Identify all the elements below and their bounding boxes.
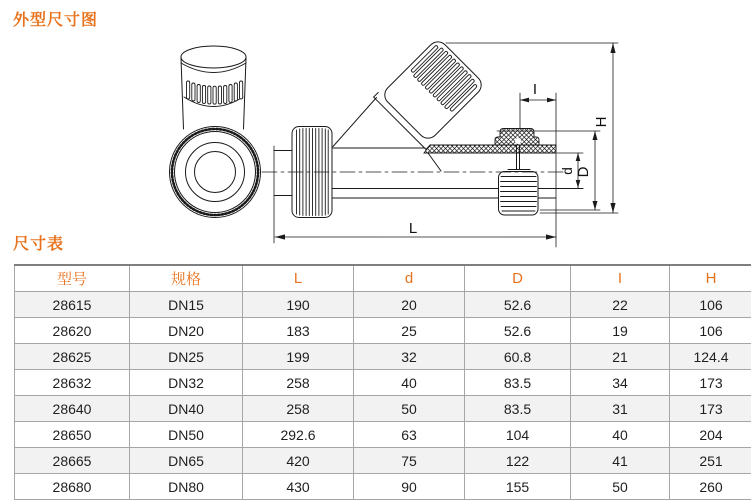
dim-label-d: d: [560, 167, 575, 175]
cell-H: 204: [670, 422, 751, 448]
cell-D: 83.5: [465, 370, 571, 396]
table-header-row: [15, 265, 751, 292]
cell-L: 420: [243, 448, 354, 474]
cell-d: 20: [354, 292, 465, 318]
cell-H: 124.4: [670, 344, 751, 370]
dim-label-I: I: [533, 81, 537, 98]
cell-model: 28620: [15, 318, 130, 344]
branch-cap: [374, 35, 488, 149]
cell-model: 28650: [15, 422, 130, 448]
cell-spec: DN40: [130, 396, 243, 422]
cap-knurl-ribs: [187, 81, 243, 104]
cell-spec: DN65: [130, 448, 243, 474]
cell-d: 75: [354, 448, 465, 474]
cell-I: 21: [571, 344, 670, 370]
cell-model: 28640: [15, 396, 130, 422]
cell-d: 25: [354, 318, 465, 344]
table-row: [15, 292, 751, 318]
dim-label-D: D: [575, 166, 592, 177]
cell-D: 122: [465, 448, 571, 474]
cell-I: 41: [571, 448, 670, 474]
table-row: [15, 344, 751, 370]
cell-I: 22: [571, 292, 670, 318]
cell-H: 260: [670, 474, 751, 500]
cell-spec: DN80: [130, 474, 243, 500]
cell-d: 32: [354, 344, 465, 370]
cell-model: 28665: [15, 448, 130, 474]
cell-d: 40: [354, 370, 465, 396]
table-row: [15, 422, 751, 448]
cell-I: 34: [571, 370, 670, 396]
cell-L: 183: [243, 318, 354, 344]
cell-d: 90: [354, 474, 465, 500]
cell-L: 258: [243, 396, 354, 422]
cell-spec: DN50: [130, 422, 243, 448]
cell-D: 83.5: [465, 396, 571, 422]
header-cell-L: L: [243, 265, 354, 292]
cell-I: 31: [571, 396, 670, 422]
table-row: [15, 474, 751, 500]
dim-label-L: L: [409, 220, 417, 237]
cell-D: 104: [465, 422, 571, 448]
cell-H: 106: [670, 318, 751, 344]
header-cell-D: D: [465, 265, 571, 292]
drawing-section-title: 外型尺寸图: [13, 7, 98, 30]
cell-model: 28625: [15, 344, 130, 370]
header-cell-I: I: [571, 265, 670, 292]
cell-model: 28680: [15, 474, 130, 500]
cell-D: 52.6: [465, 318, 571, 344]
threaded-end: [499, 172, 539, 216]
cell-spec: DN25: [130, 344, 243, 370]
cell-d: 63: [354, 422, 465, 448]
cell-H: 251: [670, 448, 751, 474]
cell-I: 19: [571, 318, 670, 344]
cell-H: 173: [670, 370, 751, 396]
table-row: [15, 448, 751, 474]
table-row: [15, 370, 751, 396]
cell-spec: DN15: [130, 292, 243, 318]
cell-D: 60.8: [465, 344, 571, 370]
table-row: [15, 396, 751, 422]
cell-L: 292.6: [243, 422, 354, 448]
side-view: [262, 35, 583, 217]
header-cell-model: 型号: [15, 265, 130, 292]
header-cell-spec: 规格: [130, 265, 243, 292]
cell-D: 155: [465, 474, 571, 500]
cell-L: 190: [243, 292, 354, 318]
front-view: [170, 46, 261, 218]
cell-H: 106: [670, 292, 751, 318]
cell-L: 258: [243, 370, 354, 396]
dim-label-H: H: [593, 117, 610, 128]
cell-I: 50: [571, 474, 670, 500]
header-cell-d: d: [354, 265, 465, 292]
cell-I: 40: [571, 422, 670, 448]
header-cell-H: H: [670, 265, 751, 292]
table-section-title: 尺寸表: [13, 231, 64, 254]
cell-d: 50: [354, 396, 465, 422]
cell-H: 173: [670, 396, 751, 422]
cell-model: 28615: [15, 292, 130, 318]
cell-D: 52.6: [465, 292, 571, 318]
cell-L: 430: [243, 474, 354, 500]
cell-spec: DN20: [130, 318, 243, 344]
dimension-table: [14, 264, 751, 500]
cell-spec: DN32: [130, 370, 243, 396]
table-row: [15, 318, 751, 344]
cell-model: 28632: [15, 370, 130, 396]
cell-L: 199: [243, 344, 354, 370]
